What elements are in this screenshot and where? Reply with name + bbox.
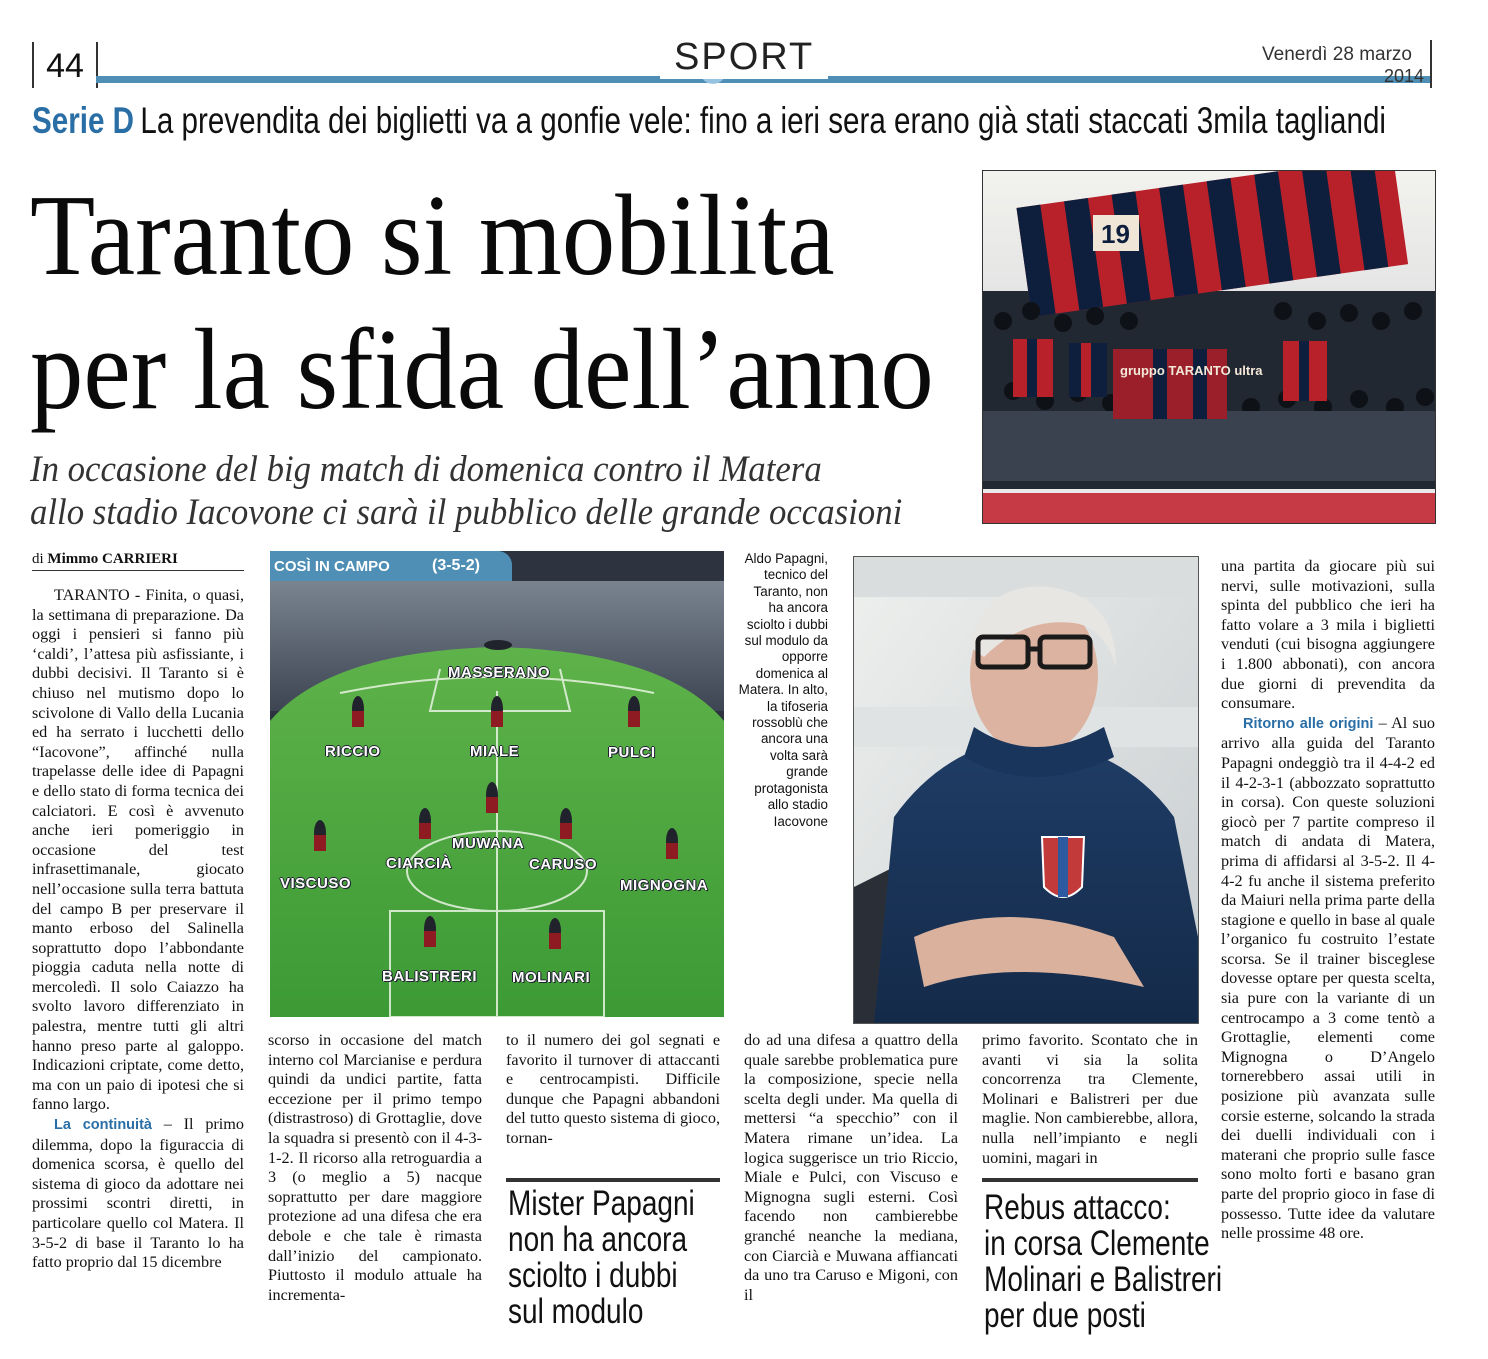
pull-quote-line: Molinari e Balistreri [984,1260,1223,1299]
rubric-ritorno: Ritorno alle origini [1243,715,1374,732]
article-column-1 [32,586,244,1273]
player-label: MUWANA [452,835,525,852]
coach-photo-illustration [854,557,1198,1023]
byline [32,551,244,571]
headline-line-1: Taranto si mobilita [30,172,835,300]
article-paragraph: una partita da giocare più sui nervi, sulle motivazioni, sulla spinta del pubblico che ieri ha fatto volare a 3 mila i biglietti venduti (cui bisogna aggiungere i 1.800 abbonati), con ancora due giorni di prevendita da consumare. [1221,557,1435,713]
section-title: SPORT [660,36,828,79]
photo-caption: Aldo Papagni, tecnico del Taranto, non ha ancora sciolto i dubbi sul modulo da opporre domenica al Matera. In alto, la tifoseria rossoblù che ancora una volta sarà grande protagonista allo stadio Iacovone [738,551,828,829]
formation-title: COSÌ IN CAMPO [274,558,390,575]
issue-date: Venerdì 28 marzo [1262,44,1412,65]
article-column-6 [1221,557,1435,1244]
pull-quote-rule [506,1178,720,1182]
player-label: MASSERANO [448,664,551,681]
player-label: CIARCIÀ [386,855,452,872]
article-column-2 [268,1031,482,1305]
kicker-text: La prevendita dei biglietti va a gonfie vele: fino a ieri sera erano già stati staccati 3mila tagliandi [140,100,1386,141]
player-label: MOLINARI [512,969,591,986]
player-label: VISCUSO [280,875,352,892]
pull-quote-rule [982,1178,1198,1182]
pull-quote-line: non ha ancora [508,1220,688,1259]
byline-prefix: di [32,551,44,567]
subheadline-line-2: allo stadio Iacovone ci sarà il pubblico delle grande occasioni [30,492,903,533]
formation-scheme: (3-5-2) [432,557,481,574]
pull-quote-line: Mister Papagni [508,1184,695,1223]
coach-photo [853,556,1199,1024]
article-paragraph: do ad una difesa a quattro della quale sarebbe problematica pure la composizione, specie nella scelta degli under. Ma quella di mettersi “a specchio” con il Matera rimane un’idea. La logica suggerisce un trio Riccio, Miale e Pulci, con Viscuso e Mignogna sugli esterni. Così facendo non cambierebbe granché neanche la mediana, con Ciarcià e Muwana affiancati da uno tra Caruso e Migoni, con il [744,1031,958,1304]
page-number: 44 [32,42,98,88]
player-label: MIALE [470,743,520,760]
byline-author: Mimmo CARRIERI [47,551,178,567]
article-paragraph: scorso in occasione del match interno col Marcianise e perdura quindi da undici partite, fatta eccezione per il primo tempo (distrastroso) di Grottaglie, dove la squadra si presentò con il 4-3-1-2. Il ricorso alla retroguardia a 3 (o meglio a 5) nacque soprattutto per dare maggiore protezione ad una difesa che era debole e che tale è rimasta dall’inizio del campionato. Piuttosto il modulo attuale ha incrementa- [268,1031,482,1304]
article-paragraph [1221,714,1435,1244]
article-paragraph [32,1115,244,1273]
pull-quote-1 [508,1186,695,1330]
fan-banner-text: gruppo TARANTO ultra [1120,363,1263,378]
pull-quote-line: sul modulo [508,1292,644,1331]
article-paragraph: TARANTO - Finita, o quasi, la settimana di preparazione. Da oggi i pensieri si fanno più ‘caldi’, l’attesa più asfissiante, i dubbi decisivi. Il Taranto si è chiuso nel mutismo dopo lo scivolone di Vallo della Lucania ed ha serrato i lucchetti dello “Iacovone”, affinché nulla trapelasse delle idee di Papagni e dello stato di forma tecnica dei calciatori. E così è avvenuto anche ieri pomeriggio in occasione del test infrasettimanale, giocato nell’occasione sulla terra battuta del campo B per preservare il manto erboso del Salinella soprattutto dopo l’abbondante pioggia caduta nella notte di mercoledì. Il solo Caiazzo ha svolto lavoro differenziato in palestra, mentre tutti gli altri hanno preso parte al galoppo. Indicazioni criptate, come detto, ma con un paio di ipotesi che si fanno largo. [32,586,244,1114]
player-label: RICCIO [325,743,381,760]
formation-graphic [270,551,724,1017]
rubric-continuita: La continuità [54,1117,152,1134]
article-column-3 [506,1031,720,1149]
player-label: PULCI [608,744,656,761]
fans-photo [982,170,1436,524]
flag-number: 19 [1101,219,1130,249]
fans-photo-illustration [983,171,1435,523]
subheadline-line-1: In occasione del big match di domenica contro il Matera [30,449,822,490]
pull-quote-2 [984,1190,1222,1334]
kicker-tag: Serie D [32,100,135,141]
article-paragraph-text: – Al suo arrivo alla guida del Taranto Papagni ondeggiò tra il 4-4-2 ed il 4-2-3-1 (abbozzato soprattutto in corsa). Con queste soluzioni giocò per 7 partite compreso il match di andata di Matera, prima di affidarsi al 3-5-2. Il 4-4-2 fu anche il sistema preferito da Maiuri nella prima parte della stagione e quello in base al quale l’organico fu costruito l’estate scorsa. Se il trainer bisceglese dovesse optare per questa scelta, sia pure con la variante di un centrocampo a 3 come tentò a Grottaglie, elementi come Mignogna o D’Angelo tornerebbero assai utili in posizione più avanzata sulle corsie esterne, solcando la strada dei duelli individuali con i materani che proprio sulle fasce sono molto forti e basano gran parte del proprio gioco in fase di possesso. Tutte idee da valutare nelle prossime 48 ore. [1221,713,1436,1243]
date-divider [1430,40,1432,88]
article-column-4 [744,1031,958,1305]
pull-quote-line: Rebus attacco: [984,1188,1171,1227]
kicker [32,100,1386,142]
article-column-5 [982,1031,1198,1168]
player-label: CARUSO [529,856,598,873]
pull-quote-line: sciolto i dubbi [508,1256,678,1295]
player-label: BALISTRERI [382,968,477,985]
article-paragraph: primo favorito. Scontato che in avanti vi sia la solita concorrenza tra Clemente, Molinari e Balistreri per due maglie. Non cambierebbe, allora, nulla nell’impianto e negli uomini, magari in [982,1031,1198,1167]
issue-year: 2014 [1384,66,1425,86]
pitch-illustration [270,551,724,1017]
article-paragraph-text: – Il primo dilemma, dopo la figuraccia di domenica scorsa, è quello del sistema di gioco da adottare nei prossimi scontri diretti, in particolare quello col Matera. Il 3-5-2 di base il Taranto lo ha fatto proprio dal 15 dicembre [32,1115,244,1272]
pull-quote-line: per due posti [984,1296,1146,1335]
headline-line-2: per la sfida dell’anno [30,306,934,434]
pull-quote-line: in corsa Clemente [984,1224,1210,1263]
article-paragraph: to il numero dei gol segnati e favorito il turnover di attaccanti e centrocampisti. Difficile dunque che Papagni abbandoni del tutto questo sistema di gioco, tornan- [506,1031,720,1147]
player-label: MIGNOGNA [620,877,709,894]
